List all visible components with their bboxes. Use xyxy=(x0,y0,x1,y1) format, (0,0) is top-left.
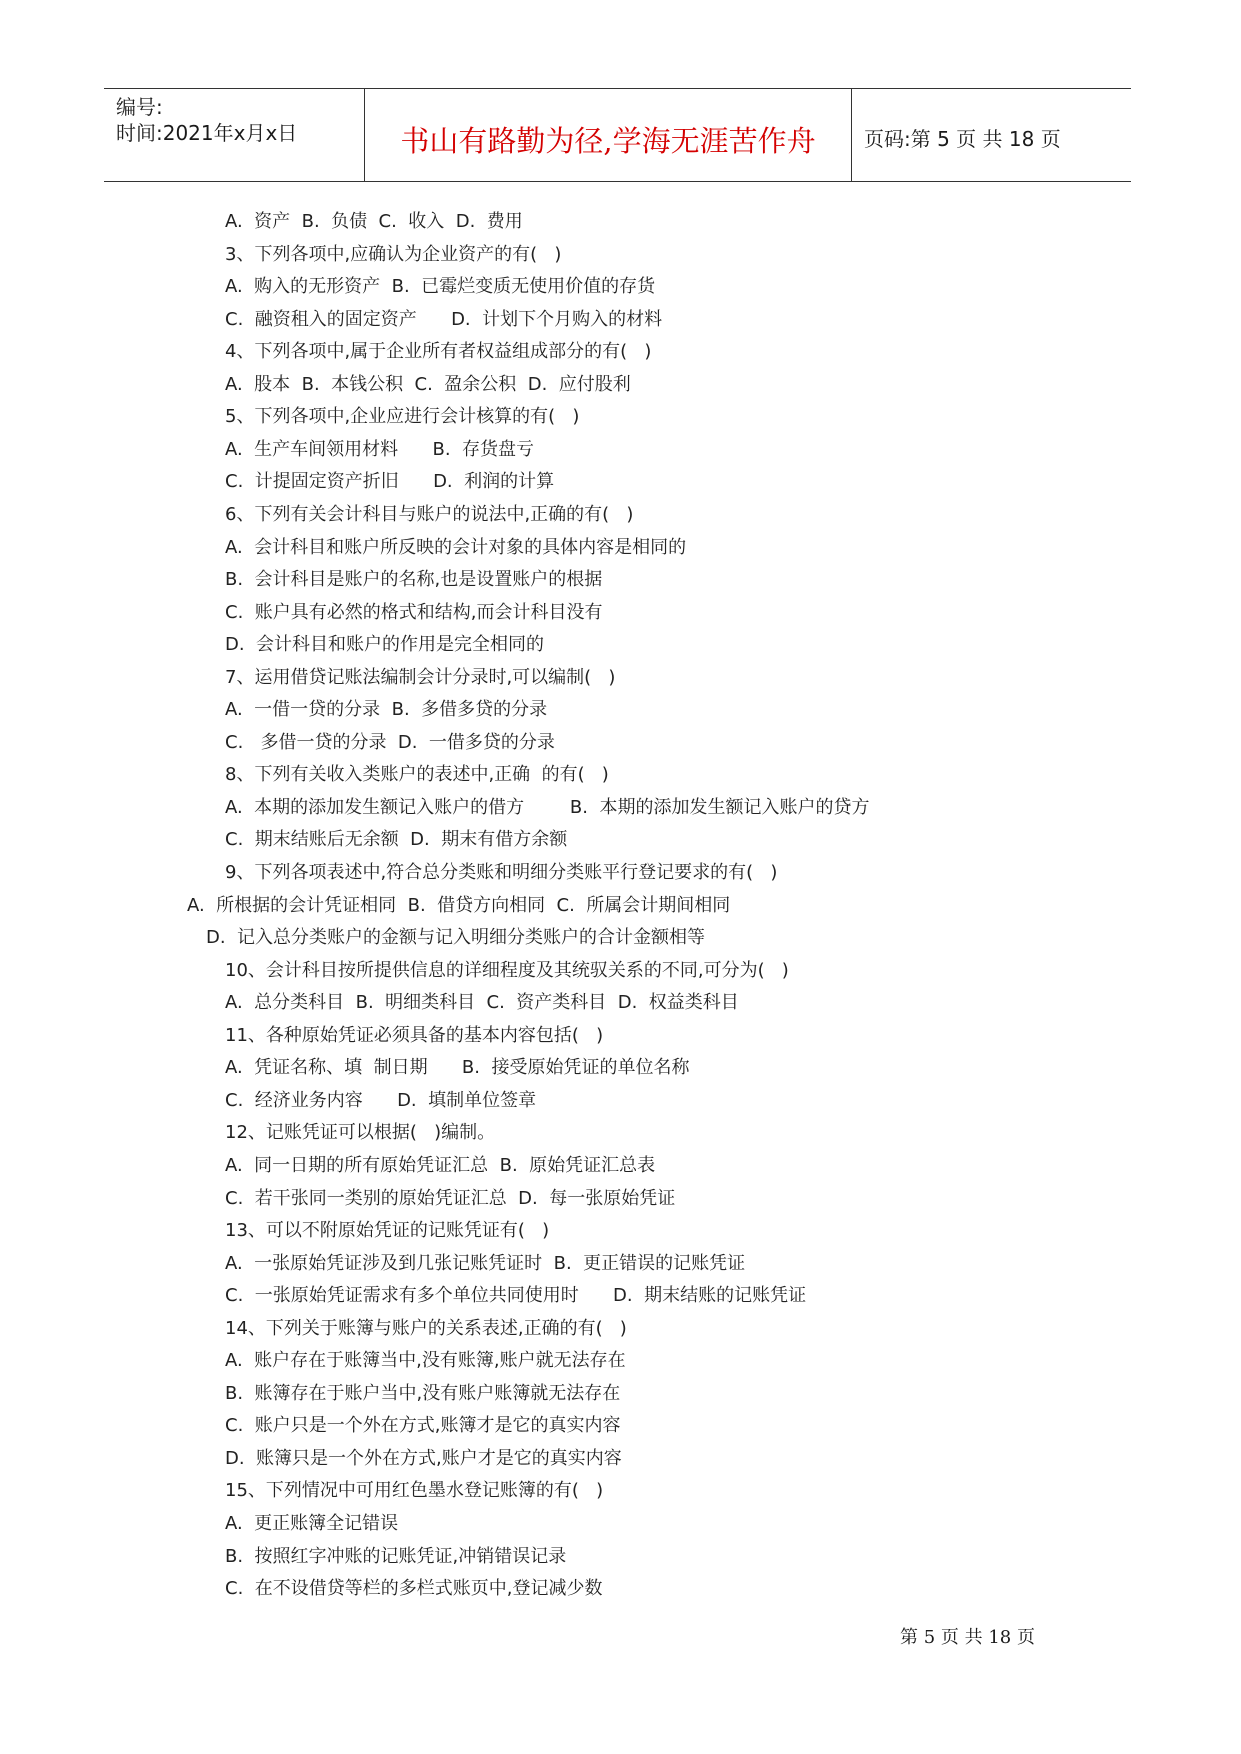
document-number-label: 编号: xyxy=(116,95,163,119)
question-line: 13、可以不附原始凭证的记账凭证有( ) xyxy=(225,1220,550,1242)
question-line: 9、下列各项表述中,符合总分类账和明细分类账平行登记要求的有( ) xyxy=(225,862,778,883)
question-line: B. 账簿存在于账户当中,没有账户账簿就无法存在 xyxy=(225,1382,621,1404)
question-line: A. 总分类科目 B. 明细类科目 C. 资产类科目 D. 权益类科目 xyxy=(225,992,739,1014)
question-line: 10、会计科目按所提供信息的详细程度及其统驭关系的不同,可分为( ) xyxy=(225,959,789,981)
question-line: A. 一张原始凭证涉及到几张记账凭证时 B. 更正错误的记账凭证 xyxy=(225,1252,746,1274)
question-line: C. 经济业务内容 D. 填制单位签章 xyxy=(225,1089,537,1111)
question-line: 3、下列各项中,应确认为企业资产的有( ) xyxy=(225,243,562,265)
question-line: B. 会计科目是账户的名称,也是设置账户的根据 xyxy=(225,569,603,591)
question-line: 4、下列各项中,属于企业所有者权益组成部分的有( ) xyxy=(225,341,652,363)
question-line: 15、下列情况中可用红色墨水登记账簿的有( ) xyxy=(225,1480,604,1502)
header-middle-cell xyxy=(364,89,852,181)
question-line: A. 资产 B. 负债 C. 收入 D. 费用 xyxy=(225,211,523,232)
question-line: C. 若干张同一类别的原始凭证汇总 D. 每一张原始凭证 xyxy=(225,1187,676,1209)
question-line: A. 股本 B. 本钱公积 C. 盈余公积 D. 应付股利 xyxy=(225,373,631,395)
question-line: D. 账簿只是一个外在方式,账户才是它的真实内容 xyxy=(225,1447,622,1469)
question-line: C. 期末结账后无余额 D. 期末有借方余额 xyxy=(225,829,568,851)
question-line: 7、运用借贷记账法编制会计分录时,可以编制( ) xyxy=(225,666,616,688)
question-line: 11、各种原始凭证必须具备的基本内容包括( ) xyxy=(225,1024,604,1046)
question-line: A. 同一日期的所有原始凭证汇总 B. 原始凭证汇总表 xyxy=(225,1154,656,1176)
question-line: A. 更正账簿全记错误 xyxy=(225,1513,399,1534)
question-line: C. 多借一贷的分录 D. 一借多贷的分录 xyxy=(225,731,555,753)
header-motto: 书山有路勤为径,学海无涯苦作舟 xyxy=(400,124,816,158)
question-line: C. 账户只是一个外在方式,账簿才是它的真实内容 xyxy=(225,1415,621,1437)
question-line: 6、下列有关会计科目与账户的说法中,正确的有( ) xyxy=(225,503,634,525)
question-line: A. 生产车间领用材料 B. 存货盘亏 xyxy=(225,438,535,460)
question-line: C. 计提固定资产折旧 D. 利润的计算 xyxy=(225,471,555,493)
document-time-label: 时间:2021年x月x日 xyxy=(116,121,298,145)
header-left-cell xyxy=(104,89,364,181)
header-right-cell xyxy=(852,89,1131,181)
question-line: C. 一张原始凭证需求有多个单位共同使用时 D. 期末结账的记账凭证 xyxy=(225,1285,807,1307)
question-line: 14、下列关于账簿与账户的关系表述,正确的有( ) xyxy=(225,1317,627,1339)
question-line: 8、下列有关收入类账户的表述中,正确 的有( ) xyxy=(225,764,609,786)
page-header xyxy=(104,88,1131,182)
question-line: D. 会计科目和账户的作用是完全相同的 xyxy=(225,634,545,656)
page-footer: 第 5 页 共 18 页 xyxy=(900,1627,1035,1648)
question-line: A. 一借一贷的分录 B. 多借多贷的分录 xyxy=(225,699,548,721)
question-line: B. 按照红字冲账的记账凭证,冲销错误记录 xyxy=(225,1545,567,1567)
question-line: D. 记入总分类账户的金额与记入明细分类账户的合计金额相等 xyxy=(206,927,706,949)
question-line: 5、下列各项中,企业应进行会计核算的有( ) xyxy=(225,406,580,428)
question-line: C. 在不设借贷等栏的多栏式账页中,登记减少数 xyxy=(225,1578,603,1600)
question-line: A. 购入的无形资产 B. 已霉烂变质无使用价值的存货 xyxy=(225,276,656,298)
question-line: 12、记账凭证可以根据( )编制。 xyxy=(225,1122,496,1144)
question-line: A. 凭证名称、填 制日期 B. 接受原始凭证的单位名称 xyxy=(225,1057,690,1079)
question-line: C. 账户具有必然的格式和结构,而会计科目没有 xyxy=(225,601,603,623)
question-line: A. 本期的添加发生额记入账户的借方 B. 本期的添加发生额记入账户的贷方 xyxy=(225,796,870,818)
header-page-code: 页码:第 5 页 共 18 页 xyxy=(864,127,1061,151)
question-line: A. 所根据的会计凭证相同 B. 借贷方向相同 C. 所属会计期间相同 xyxy=(187,894,731,916)
question-line: C. 融资租入的固定资产 D. 计划下个月购入的材料 xyxy=(225,308,663,330)
question-line: A. 会计科目和账户所反映的会计对象的具体内容是相同的 xyxy=(225,536,687,558)
question-line: A. 账户存在于账簿当中,没有账簿,账户就无法存在 xyxy=(225,1350,626,1372)
